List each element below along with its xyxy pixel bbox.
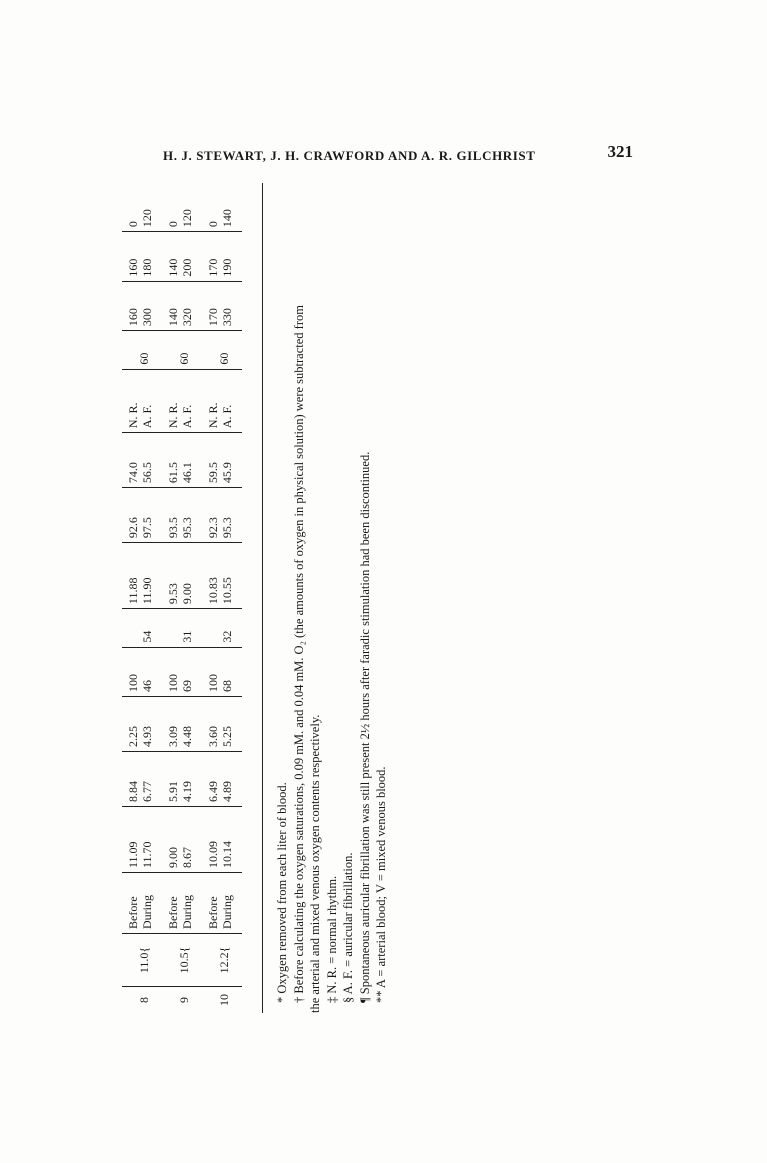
table-cell: 100 [162,647,180,696]
case-number: 10 [217,994,231,1006]
table-cell: 3.60 [202,697,220,752]
case-value: 11.0{ [122,934,162,987]
table-cell: 93.5 [162,488,180,543]
table-cell: 120 [180,183,202,232]
table-cell: 92.6 [122,488,140,543]
table-cell: 170 [202,281,220,330]
data-table [122,183,242,1013]
condition-cell: Before [122,873,140,934]
table-cell: 32 [220,609,242,647]
footnote: § A. F. = auricular fibrillation. [341,852,355,1003]
table-cell: 300 [140,281,162,330]
table-cell: 46 [140,647,162,696]
table-row [220,183,242,1013]
table-cell: 56.5 [140,433,162,488]
footnote: ¶ Spontaneous auricular fibrillation was still present 2½ hours after faradic stimulation had been discontinued. [357,451,372,1003]
table-cell: 10.09 [202,807,220,873]
table-bottom-rule [262,183,263,1013]
condition-cell: Before [162,873,180,934]
table-cell: 4.19 [180,752,202,807]
table-cell: 180 [140,232,162,281]
table-cell: 9.53 [162,543,180,609]
table-cell: 100 [202,647,220,696]
footnotes [274,183,390,1013]
table-cell: 4.48 [180,697,202,752]
case-number: 9 [177,997,191,1003]
table-cell: 11.90 [140,543,162,609]
footnote: the arterial and mixed venous oxygen contents respectively. [308,714,322,1013]
case-number: 8 [137,997,151,1003]
rhythm-cell: N. R. [162,369,180,433]
table-cell: 2.25 [122,697,140,752]
table-cell: 5.25 [220,697,242,752]
table-cell [202,609,220,647]
rhythm-cell: A. F. [180,369,202,433]
table-cell: 5.91 [162,752,180,807]
table-cell: 0 [162,183,180,232]
footnote: * Oxygen removed from each liter of blood. [275,782,289,1003]
table-cell: 6.77 [140,752,162,807]
table-cell: 10.55 [220,543,242,609]
table-cell: 140 [162,232,180,281]
footnote: † Before calculating the oxygen saturations, 0.09 mM. and 0.04 mM. O₂ (the amounts of oxygen in physical solution) were subtracted from [291,305,306,1003]
rhythm-cell: N. R. [122,369,140,433]
table-row [180,183,202,1013]
table-cell: 8.84 [122,752,140,807]
table-row [140,183,162,1013]
table-cell: 74.0 [122,433,140,488]
table-cell: 9.00 [162,807,180,873]
table-row [162,183,180,1013]
condition-cell: During [220,873,242,934]
table-cell: 4.93 [140,697,162,752]
rhythm-cell: A. F. [220,369,242,433]
table-cell: 69 [180,647,202,696]
table-cell: 11.88 [122,543,140,609]
table-cell: 45.9 [220,433,242,488]
table-cell: 97.5 [140,488,162,543]
condition-cell: Before [202,873,220,934]
case-value: 10.5{ [162,934,202,987]
table-cell: 95.3 [180,488,202,543]
table-cell: 9.00 [180,543,202,609]
rhythm-cell: A. F. [140,369,162,433]
rotated-table-block [122,183,422,1013]
table-row [122,183,140,1013]
table-cell: 11.09 [122,807,140,873]
table-cell: 330 [220,281,242,330]
table-cell: 8.67 [180,807,202,873]
table-cell: 160 [122,232,140,281]
condition-cell: During [180,873,202,934]
table-cell: 54 [140,609,162,647]
table-cell: 160 [122,281,140,330]
footnote: ‡ N. R. = normal rhythm. [324,875,339,1003]
table-cell: 120 [140,183,162,232]
table-cell [122,609,140,647]
shared-cell: 60 [122,331,162,369]
page-number: 321 [607,142,633,161]
running-header-authors: H. J. STEWART, J. H. CRAWFORD AND A. R. GILCHRIST [163,148,536,163]
table-cell: 61.5 [162,433,180,488]
table-cell: 200 [180,232,202,281]
shared-cell: 60 [162,331,202,369]
table-cell: 46.1 [180,433,202,488]
table-cell: 190 [220,232,242,281]
running-header [163,142,633,166]
table-cell: 68 [220,647,242,696]
table-cell: 140 [162,281,180,330]
shared-cell: 60 [202,331,242,369]
table-cell: 31 [180,609,202,647]
table-cell: 3.09 [162,697,180,752]
table-cell: 320 [180,281,202,330]
table-cell: 4.89 [220,752,242,807]
condition-cell: During [140,873,162,934]
table-cell: 0 [202,183,220,232]
table-cell: 59.5 [202,433,220,488]
rhythm-cell: N. R. [202,369,220,433]
table-cell: 10.83 [202,543,220,609]
table-cell: 0 [122,183,140,232]
table-cell: 95.3 [220,488,242,543]
table-cell: 100 [122,647,140,696]
case-value: 12.2{ [202,934,242,987]
footnote: ** A = arterial blood; V = mixed venous blood. [374,766,388,1003]
table-row [202,183,220,1013]
table-cell [162,609,180,647]
table-cell: 10.14 [220,807,242,873]
table-cell: 11.70 [140,807,162,873]
table-cell: 6.49 [202,752,220,807]
table-cell: 140 [220,183,242,232]
table-cell: 170 [202,232,220,281]
table-cell: 92.3 [202,488,220,543]
